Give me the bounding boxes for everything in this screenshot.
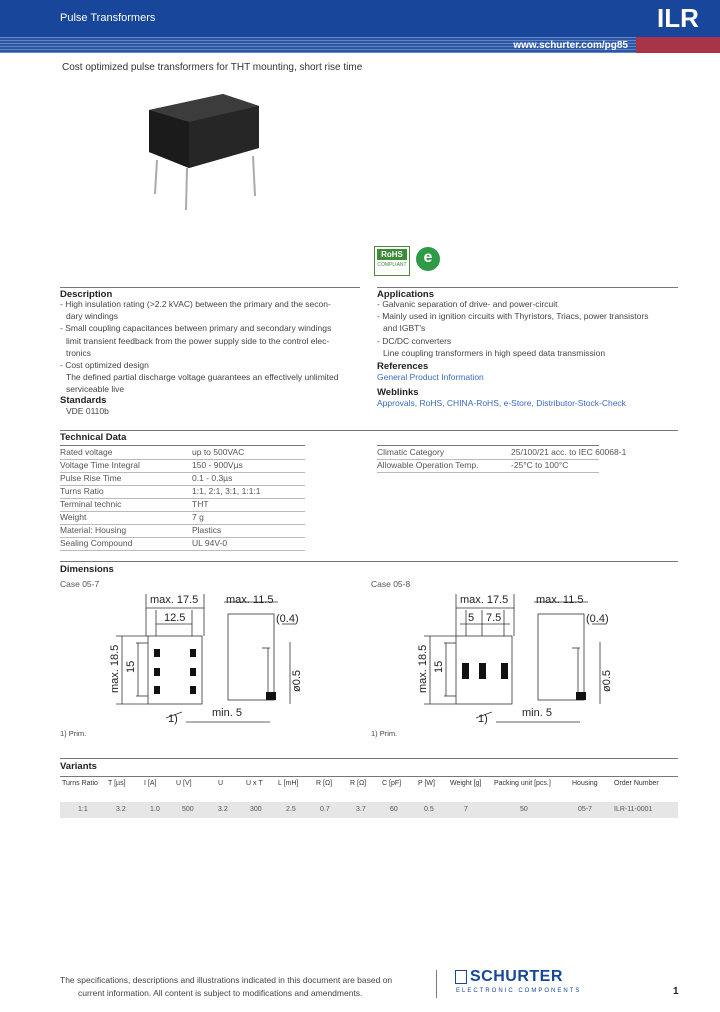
variants-header: L [mH] xyxy=(278,780,299,787)
transformer-image xyxy=(149,94,259,210)
e-compliance-icon: e xyxy=(416,247,440,271)
category-title: Pulse Transformers xyxy=(60,12,156,24)
description-line: - High insulation rating (>2.2 kVAC) between the primary and the secon- xyxy=(60,299,331,309)
variants-header-rule xyxy=(60,776,678,777)
case1-dim: max. 18.5 xyxy=(109,644,121,693)
case1-note: 1) Prim. xyxy=(60,729,87,738)
case1-pin-side xyxy=(266,692,276,700)
schurter-logo-icon xyxy=(455,970,467,984)
variants-cell: 1:1 xyxy=(78,806,88,813)
variants-header: R [Ω] xyxy=(316,780,333,787)
rohs-title: RoHS xyxy=(377,249,407,260)
variants-cell: 60 xyxy=(390,806,398,813)
tech-label: Allowable Operation Temp. xyxy=(377,460,479,470)
variants-header: Turns Ratio xyxy=(62,780,98,787)
case2-dim: max. 17.5 xyxy=(460,594,509,606)
tech-label: Pulse Rise Time xyxy=(60,473,122,483)
variants-header: Weight [g] xyxy=(450,780,482,787)
tech-value: 25/100/21 acc. to IEC 60068-1 xyxy=(511,447,627,457)
description-line: - Small coupling capacitances between primary and secondary windings xyxy=(60,323,332,334)
case1-dim: min. 5 xyxy=(212,707,242,719)
standards-text: VDE 0110b xyxy=(66,406,109,416)
variants-cell: ILR-11-0001 xyxy=(614,806,653,813)
tech-value: 7 g xyxy=(192,512,204,522)
applications-line: - DC/DC converters xyxy=(377,335,452,346)
case1-dim: 1) xyxy=(168,713,178,725)
variants-cell: 3.7 xyxy=(356,806,366,813)
case2-dim: 7.5 xyxy=(486,612,502,624)
tech-row xyxy=(60,537,305,551)
weblinks-title: Weblinks xyxy=(377,387,419,398)
tech-row xyxy=(377,459,599,473)
tech-label: Material: Housing xyxy=(60,525,127,535)
case1-pins xyxy=(154,649,196,694)
divider xyxy=(60,561,678,562)
tech-label: Terminal technic xyxy=(60,499,122,509)
applications-line: and IGBT's xyxy=(383,323,426,334)
divider xyxy=(60,430,678,431)
variants-header: Packing unit [pcs.] xyxy=(494,780,551,787)
case2-drawing xyxy=(400,588,640,728)
case2-pins xyxy=(462,663,508,679)
weblinks-links[interactable]: Approvals, RoHS, CHINA-RoHS, e-Store, Distributor-Stock-Check xyxy=(377,398,626,408)
case2-note: 1) Prim. xyxy=(371,729,398,738)
tech-label: Climatic Category xyxy=(377,447,445,457)
tech-row xyxy=(60,472,305,486)
variants-cell: 3.2 xyxy=(116,806,126,813)
rohs-badge xyxy=(374,246,410,276)
variants-header: U xyxy=(218,780,224,787)
variants-cell: 1.0 xyxy=(150,806,160,813)
page-number: 1 xyxy=(673,986,679,997)
applications-list xyxy=(377,298,687,359)
case1-dim: 12.5 xyxy=(164,612,186,624)
standards-title: Standards xyxy=(60,395,107,406)
tech-value: UL 94V-0 xyxy=(192,538,228,548)
case2-dim: min. 5 xyxy=(522,707,552,719)
description-line: tronics xyxy=(66,347,92,358)
tech-value: Plastics xyxy=(192,525,222,535)
header-bar xyxy=(0,0,636,37)
variants-cell: 2.5 xyxy=(286,806,296,813)
description-line: serviceable live xyxy=(66,384,125,395)
tech-row xyxy=(60,459,305,473)
tech-label: Weight xyxy=(60,512,87,522)
case1-dim: 15 xyxy=(125,660,137,673)
tech-value: 150 - 900Vµs xyxy=(192,460,243,470)
applications-line: Line coupling transformers in high speed data transmission xyxy=(383,347,606,358)
case1-dim: max. 11.5 xyxy=(226,594,274,606)
variants-header: R [Ω] xyxy=(350,780,367,787)
tech-value: up to 500VAC xyxy=(192,447,245,457)
rohs-sub: COMPLIANT xyxy=(377,262,407,268)
case2-dim: 1) xyxy=(478,713,488,725)
description-line: The defined partial discharge voltage guarantees an effectively unlimited xyxy=(66,372,339,383)
header-accent xyxy=(636,37,720,53)
tech-value: 0.1 - 0.3µs xyxy=(192,473,233,483)
case2-dim: ø0.5 xyxy=(601,669,613,692)
variants-cell: 500 xyxy=(182,806,194,813)
general-product-info-link[interactable]: General Product Information xyxy=(377,372,484,382)
applications-line: - Mainly used in ignition circuits with Thyristors, Triacs, power transistors xyxy=(377,311,649,322)
applications-line: - Galvanic separation of drive- and power-circuit xyxy=(377,299,558,309)
disclaimer-line: current information. All content is subject to modifications and amendments. xyxy=(78,987,363,998)
variants-header: I [A] xyxy=(144,780,157,787)
tech-value: -25°C to 100°C xyxy=(511,460,569,470)
variants-header: T [µs] xyxy=(108,780,126,787)
variants-cell: 3.2 xyxy=(218,806,228,813)
header-url-link[interactable]: www.schurter.com/pg85 xyxy=(513,40,628,51)
case1-label: Case 05-7 xyxy=(60,579,100,589)
description-title: Description xyxy=(60,289,113,300)
references-title: References xyxy=(377,361,429,372)
dimensions-title: Dimensions xyxy=(60,564,114,575)
tech-row xyxy=(60,446,305,460)
tech-value: THT xyxy=(192,499,209,509)
variants-title: Variants xyxy=(60,761,97,772)
tech-label: Sealing Compound xyxy=(60,538,133,548)
brand-sub: ELECTRONIC COMPONENTS xyxy=(456,988,582,994)
case2-dim: (0.4) xyxy=(586,613,609,625)
description-line: dary windings xyxy=(66,311,118,322)
product-code: ILR xyxy=(657,3,699,33)
case1-dim: (0.4) xyxy=(276,613,299,625)
brand-name: SCHURTER xyxy=(470,968,563,985)
description-list xyxy=(60,298,365,396)
case1-dim: ø0.5 xyxy=(291,669,303,692)
footer-disclaimer xyxy=(60,974,392,999)
variants-cell: 0.5 xyxy=(424,806,434,813)
case1-dim: max. 17.5 xyxy=(150,594,199,606)
variants-cell: 7 xyxy=(464,806,468,813)
tech-label: Turns Ratio xyxy=(60,486,104,496)
description-line: limit transient feedback from the power supply side to the control elec- xyxy=(66,335,330,346)
tech-label: Voltage Time Integral xyxy=(60,460,140,470)
case2-pin-side xyxy=(576,692,586,700)
tech-label: Rated voltage xyxy=(60,447,113,457)
variants-cell: 50 xyxy=(520,806,528,813)
tech-row xyxy=(60,485,305,499)
case2-dim: max. 18.5 xyxy=(417,644,429,693)
divider xyxy=(60,287,360,288)
variants-header: C [pF] xyxy=(382,780,402,787)
case2-dim: 15 xyxy=(433,660,445,673)
tech-row xyxy=(60,498,305,512)
case2-side-outline xyxy=(538,614,584,700)
variants-header: U x T xyxy=(246,780,263,787)
case2-dim: max. 11.5 xyxy=(536,594,584,606)
case1-drawing xyxy=(90,588,330,728)
tech-row xyxy=(60,511,305,525)
variants-header: U [V] xyxy=(176,780,192,787)
tech-row xyxy=(60,524,305,538)
case2-label: Case 05-8 xyxy=(371,579,411,589)
disclaimer-line: The specifications, descriptions and illustrations indicated in this document are based on xyxy=(60,975,393,985)
description-line: - Cost optimized design xyxy=(60,360,149,371)
variants-cell: 300 xyxy=(250,806,262,813)
divider xyxy=(377,287,678,288)
footer-divider xyxy=(436,970,437,998)
variants-header: Order Number xyxy=(614,780,659,787)
applications-title: Applications xyxy=(377,289,435,300)
tech-value: 1:1, 2:1, 3:1, 1:1:1 xyxy=(192,486,261,496)
page-subtitle: Cost optimized pulse transformers for THT mounting, short rise time xyxy=(62,62,363,73)
divider xyxy=(60,758,678,759)
tech-row xyxy=(377,446,627,460)
variants-cell: 05-7 xyxy=(578,806,593,813)
product-photo xyxy=(135,88,285,213)
case2-dim: 5 xyxy=(468,612,475,624)
technical-title: Technical Data xyxy=(60,432,127,443)
variants-cell: 0.7 xyxy=(320,806,330,813)
case1-side-outline xyxy=(228,614,274,700)
variants-header: P [W] xyxy=(418,780,435,787)
variants-header: Housing xyxy=(572,780,598,787)
